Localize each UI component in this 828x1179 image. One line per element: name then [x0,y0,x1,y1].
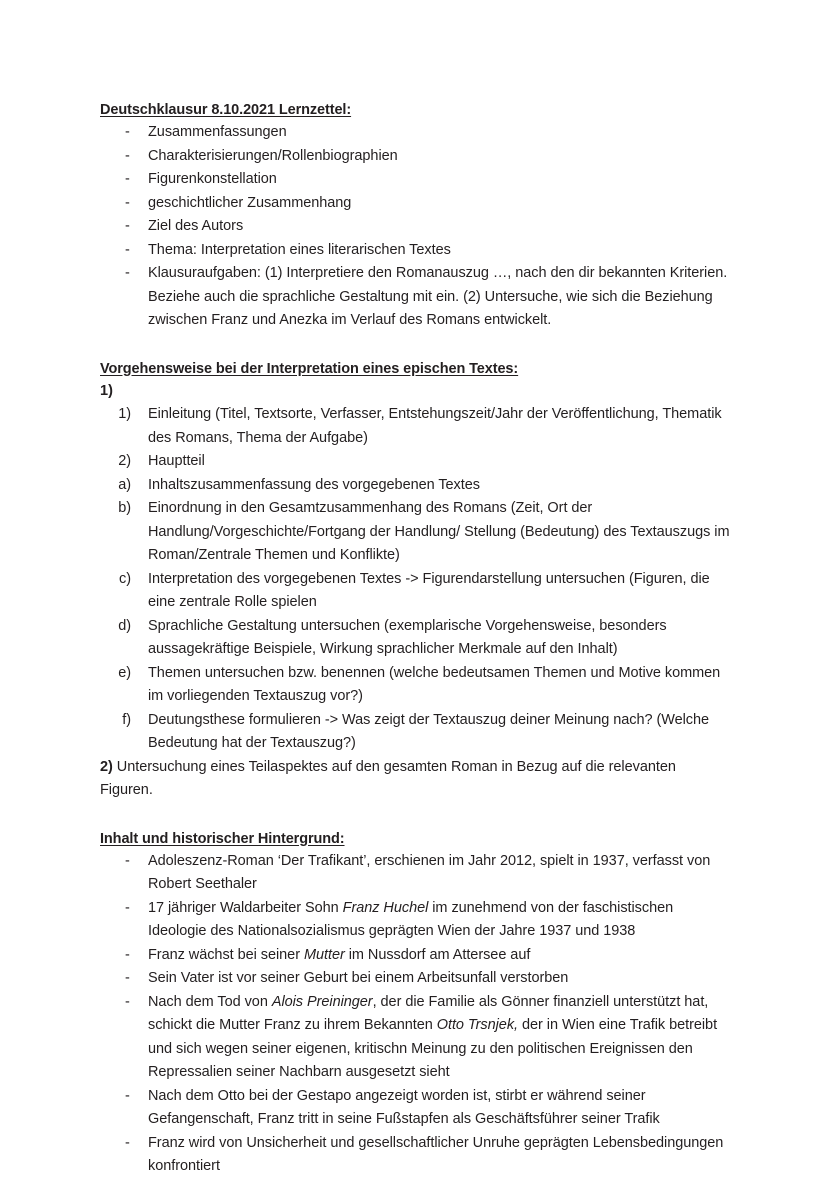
list-item-marker: c) [119,570,131,587]
exam-notes-list [100,121,732,333]
part-two-text: Untersuchung eines Teilaspektes auf den gesamten Roman in Bezug auf die relevanten Figuren. [100,758,676,798]
list-item [100,1132,732,1179]
list-item-marker: b) [118,500,131,516]
list-item-text: Einleitung (Titel, Textsorte, Verfasser, Entstehungszeit/Jahr der Veröffentlichung, Thematik des Romans, Thema der Aufgabe) [148,406,722,446]
heading-vorgehensweise: Vorgehensweise bei der Interpretation eines epischen Textes: [100,360,519,377]
list-item-text: Sprachliche Gestaltung untersuchen (exemplarische Vorgehensweise, besonders aussagekräftige Beispiele, Wirkung sprachlicher Merkmale auf den Inhalt) [148,617,667,657]
interpretation-steps-list [100,403,732,756]
list-item-text: Charakterisierungen/Rollenbiographien [148,147,398,164]
section-exam-notes [100,100,732,333]
list-item-text: Nach dem Tod von Alois Preininger, der die Familie als Gönner finanziell unterstützt hat, schickt die Mutter Franz zu ihrem Bekannten Otto Trsnjek, der in Wien eine Trafik betreibt und sich wegen seiner eigenen, kritischn Meinung zu den politischen Ereignissen den Repressalien seiner Nachbarn ausgesetzt sieht [148,993,718,1080]
list-item [100,850,732,897]
bullet-dash-icon: - [125,852,130,869]
list-item-text: Einordnung in den Gesamtzusammenhang des Romans (Zeit, Ort der Handlung/Vorgeschichte/Fortgang der Handlung/ Stellung (Bedeutung) des Textauszugs im Roman/Zentrale Themen und Konflikte) [148,500,730,563]
list-item [100,944,732,968]
list-item [100,662,732,709]
list-item [100,215,732,239]
list-item-text: Figurenkonstellation [148,171,277,187]
list-item-text: Franz wächst bei seiner Mutter im Nussdorf am Attersee auf [148,946,531,963]
bullet-dash-icon: - [125,993,130,1010]
bullet-dash-icon: - [125,946,130,963]
list-item [100,1085,732,1132]
list-item [100,121,732,145]
bullet-dash-icon: - [125,171,130,187]
list-item-text: Sein Vater ist vor seiner Geburt bei einem Arbeitsunfall verstorben [148,970,569,986]
heading-inhalt-hintergrund: Inhalt und historischer Hintergrund: [100,830,345,847]
list-item [100,497,732,568]
list-item-text: 17 jähriger Waldarbeiter Sohn Franz Huchel im zunehmend von der faschistischen Ideologie des Nationalsozialismus geprägten Wien der Jahre 1937 und 1938 [148,899,674,939]
list-item [100,615,732,662]
list-item-text: Inhaltszusammenfassung des vorgegebenen Textes [148,476,480,493]
list-item [100,239,732,263]
list-item [100,568,732,615]
list-item-text: geschichtlicher Zusammenhang [148,194,352,211]
list-item-marker: 1) [118,406,131,422]
bullet-dash-icon: - [125,241,130,258]
bullet-dash-icon: - [125,218,130,234]
list-item-text: Interpretation des vorgegebenen Textes -> Figurendarstellung untersuchen (Figuren, die eine zentrale Rolle spielen [148,570,710,610]
list-item [100,403,732,450]
list-item [100,262,732,333]
list-item-text: Adoleszenz-Roman ‘Der Trafikant’, erschienen im Jahr 2012, spielt in 1937, verfasst von Robert Seethaler [148,852,711,892]
part-two-marker: 2) [100,758,113,775]
list-item-marker: f) [122,711,131,728]
document-content [100,100,732,1179]
list-item-marker: d) [118,617,131,634]
list-item-text: Themen untersuchen bzw. benennen (welche bedeutsamen Themen und Motive kommen im vorliegenden Textauszug vor?) [148,664,721,704]
section-content-background [100,829,732,1179]
list-item [100,192,732,216]
list-item-marker: 2) [118,453,131,469]
bullet-dash-icon: - [125,265,130,281]
list-item [100,474,732,498]
list-item-text: Nach dem Otto bei der Gestapo angezeigt worden ist, stirbt er während seiner Gefangenschaft, Franz tritt in seine Fußstapfen als Geschäftsführer seiner Trafik [148,1087,660,1127]
list-item-text: Hauptteil [148,453,205,469]
list-item [100,709,732,756]
list-item-text: Deutungsthese formulieren -> Was zeigt der Textauszug deiner Meinung nach? (Welche Bedeutung hat der Textauszug?) [148,711,710,751]
list-item-text: Klausuraufgaben: (1) Interpretiere den Romanauszug …, nach den dir bekannten Kriterien. Beziehe auch die sprachliche Gestaltung mit ein. (2) Untersuche, wie sich die Beziehung zwischen Franz und Anezka im Verlauf des Romans entwickelt. [148,265,728,328]
content-background-list [100,850,732,1179]
list-item-text: Zusammenfassungen [148,124,287,140]
bullet-dash-icon: - [125,970,130,986]
list-item [100,897,732,944]
bullet-dash-icon: - [125,124,130,140]
list-item [100,168,732,192]
list-item-text: Franz wird von Unsicherheit und gesellschaftlicher Unruhe geprägten Lebensbedingungen konfrontiert [148,1134,724,1174]
bullet-dash-icon: - [125,1087,130,1104]
list-item-text: Ziel des Autors [148,218,244,234]
bullet-dash-icon: - [125,1134,130,1151]
list-item-marker: e) [118,664,131,681]
list-item-marker: a) [118,476,131,493]
part-two-paragraph [100,756,732,803]
heading-deutschklausur: Deutschklausur 8.10.2021 Lernzettel: [100,102,352,118]
bullet-dash-icon: - [125,899,130,916]
part-one-marker: 1) [100,382,113,399]
bullet-dash-icon: - [125,194,130,211]
list-item-text: Thema: Interpretation eines literarischen Textes [148,241,451,258]
bullet-dash-icon: - [125,147,130,164]
list-item [100,991,732,1085]
list-item [100,967,732,991]
section-interpretation-procedure [100,359,732,803]
list-item [100,145,732,169]
list-item [100,450,732,474]
